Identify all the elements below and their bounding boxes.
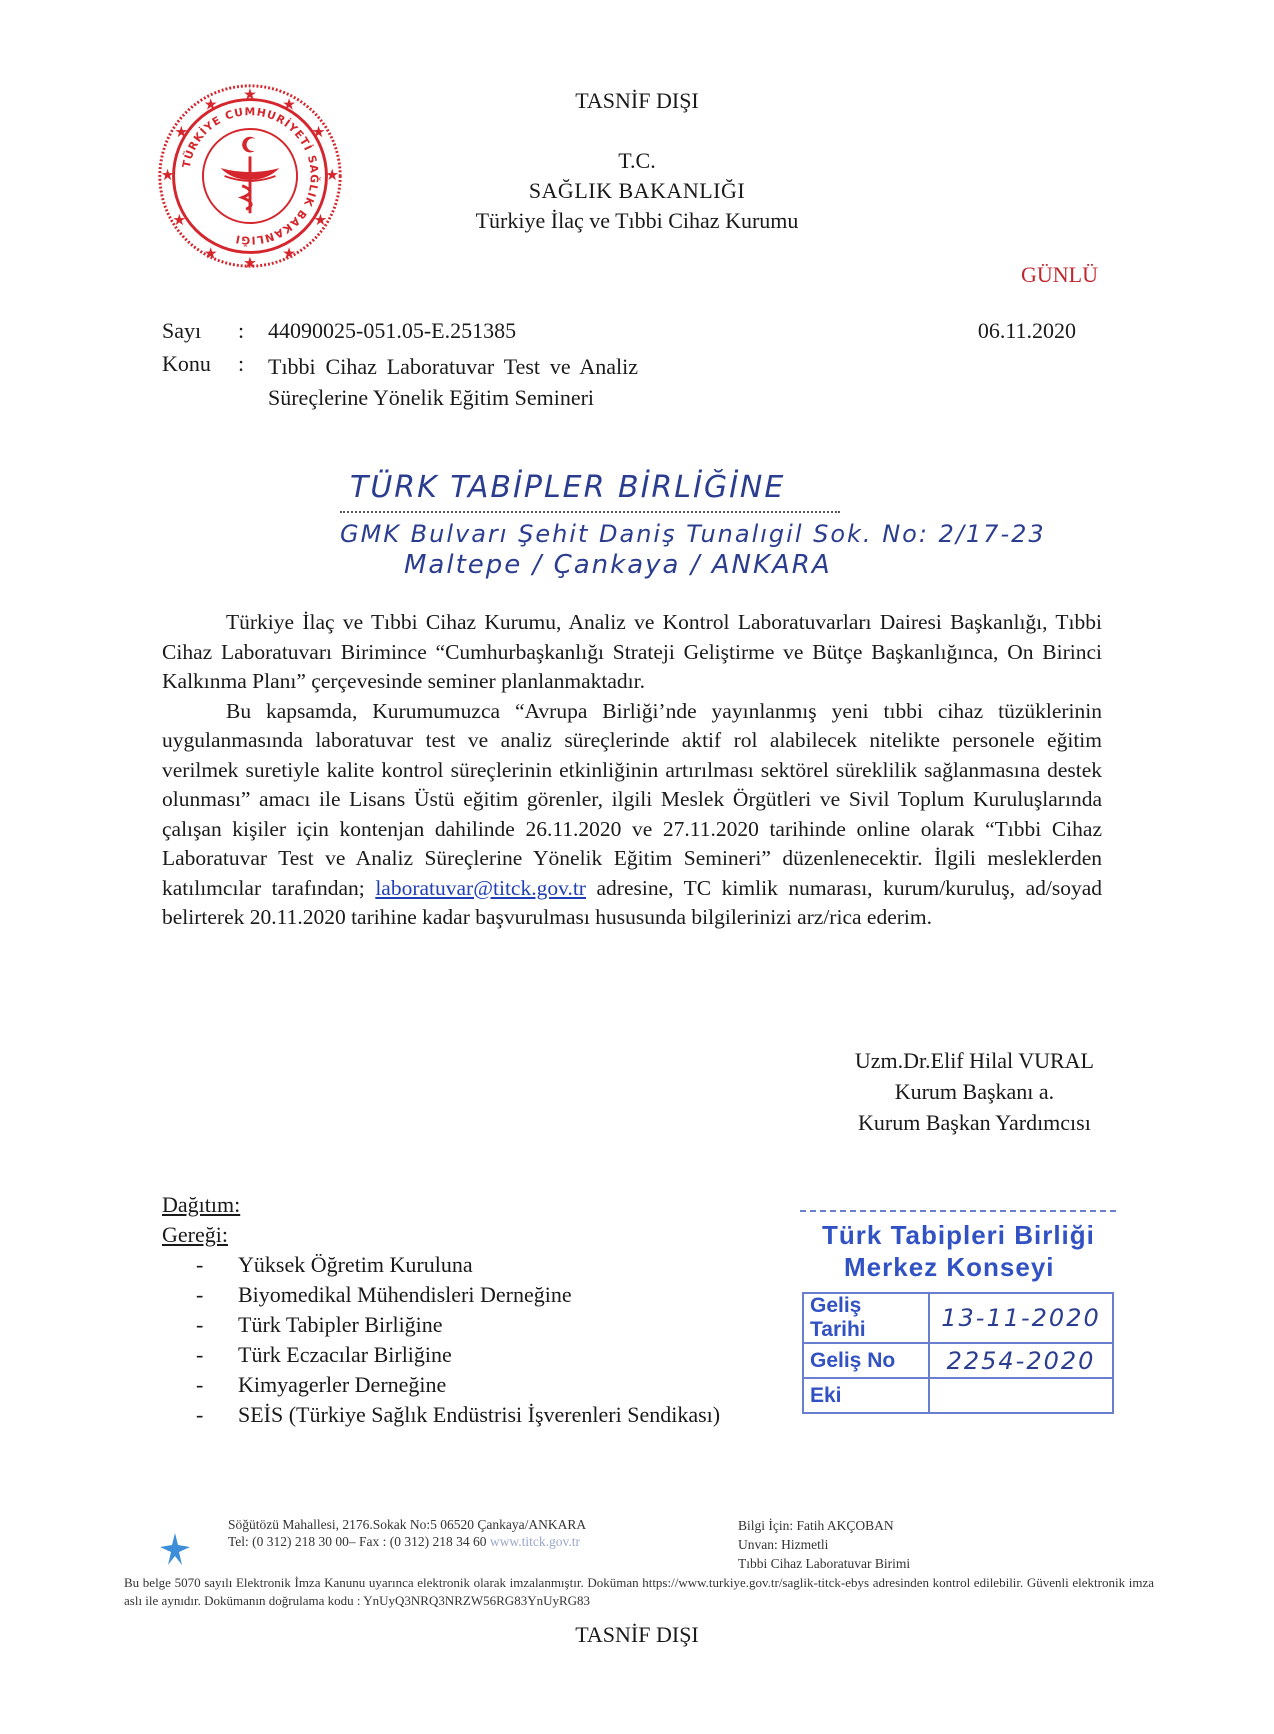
- svg-text:★: ★: [203, 96, 218, 114]
- list-dash: -: [196, 1282, 204, 1307]
- list-item: [162, 1310, 720, 1340]
- list-item: [162, 1340, 720, 1370]
- handwritten-recipient: TÜRK TABİPLER BİRLİĞİNE: [350, 470, 786, 505]
- header-tc: T.C.: [618, 148, 656, 173]
- body-paragraph-2: [162, 697, 1102, 933]
- sayi-colon: :: [238, 318, 245, 343]
- stamp-value-eki: [929, 1378, 1113, 1413]
- signatory-title-2: Kurum Başkan Yardımcısı: [858, 1110, 1091, 1135]
- body-paragraph-2-text: Bu kapsamda, Kurumumuzca “Avrupa Birliği’nde yayınlanmış yeni tıbbi cihaz tüzüklerinin uygulanmasında laboratuvar test ve analiz süreçlerinde aktif rol alabilecek nitelikte personele eğitim verilmek suretiyle kalite kontrol süreçlerinin etkinliğinin artırılması sektörel süreklilik sağlanmasına destek olunması” amacı ile Lisans Üstü eğitim görenler, ilgili Meslek Örgütleri ve Sivil Toplum Kuruluşlarında çalışan kişiler için kontenjan dahilinde 26.11.2020 ve 27.11.2020 tarihinde online olarak “Tıbbi Cihaz Laboratuvar Test ve Analiz Süreçlerine Yönelik Eğitim Semineri” düzenlenecektir. İlgili mesleklerden katılımcılar tarafından;: [162, 698, 1102, 900]
- list-item-label: Kimyagerler Derneğine: [238, 1372, 447, 1397]
- list-item: [162, 1250, 720, 1280]
- svg-text:★: ★: [242, 86, 258, 104]
- sayi-label: Sayı: [162, 318, 202, 343]
- distribution-subheading: Gereği:: [162, 1222, 228, 1247]
- stamp-value-date: 13-11-2020: [929, 1293, 1113, 1343]
- stamp-org-line-2: Merkez Konseyi: [844, 1252, 1055, 1282]
- signature-block: [855, 1045, 1094, 1138]
- urgency-label: GÜNLÜ: [1021, 262, 1098, 287]
- stamp-org-line-1: Türk Tabipleri Birliği: [822, 1220, 1095, 1250]
- list-dash: -: [196, 1372, 204, 1397]
- footer-contact-info: [738, 1516, 910, 1573]
- body-paragraph-1: Türkiye İlaç ve Tıbbi Cihaz Kurumu, Analiz ve Kontrol Laboratuvarları Dairesi Başkanlığı, Tıbbi Cihaz Laboratuvarı Birimince “Cumhurbaşkanlığı Strateji Geliştirme ve Bütçe Başkanlığınca, On Birinci Kalkınma Planı” çerçevesinde seminer planlanmaktadır.: [162, 610, 1102, 693]
- list-item: [162, 1400, 720, 1430]
- svg-text:★: ★: [313, 212, 328, 229]
- distribution-list: [162, 1250, 720, 1430]
- list-item: [162, 1280, 720, 1310]
- list-dash: -: [196, 1252, 204, 1277]
- header-ministry: SAĞLIK BAKANLIĞI: [528, 178, 746, 203]
- sayi-value: 44090025-051.05-E.251385: [268, 318, 517, 343]
- svg-text:★: ★: [203, 245, 218, 263]
- distribution-heading: Dağıtım:: [162, 1192, 241, 1217]
- stamp-table: [802, 1292, 1114, 1414]
- list-item-label: SEİS (Türkiye Sağlık Endüstrisi İşverenleri Sendikası): [238, 1402, 721, 1427]
- footer-phone-fax: Tel: (0 312) 218 30 00– Fax : (0 312) 218 34 60: [228, 1534, 487, 1549]
- footer-address-line-2: [228, 1533, 586, 1550]
- distribution-block: [162, 1190, 720, 1430]
- svg-text:★: ★: [311, 123, 326, 141]
- star-icon: [160, 1533, 190, 1565]
- stamp-label-no: Geliş No: [803, 1343, 929, 1378]
- footer-esignature-notice: Bu belge 5070 sayılı Elektronik İmza Kanunu uyarınca elektronik olarak imzalanmıştır. Doküman https://www.turkiye.gov.tr/saglik-titck-ebys adresinden kontrol edilebilir. Güvenli elektronik imza aslı ile aynıdır. Dokümanın doğrulama kodu : YnUyQ3NRQ3NRZW56RG83YnUyRG83: [124, 1575, 1154, 1608]
- svg-text:★: ★: [160, 166, 175, 184]
- list-dash: -: [196, 1342, 204, 1367]
- footer-address-line-1: Söğütözü Mahallesi, 2176.Sokak No:5 06520 Çankaya/ANKARA: [228, 1517, 587, 1532]
- document-date: 06.11.2020: [977, 318, 1076, 343]
- contact-email-link[interactable]: laboratuvar@titck.gov.tr: [375, 875, 586, 900]
- svg-text:★: ★: [282, 96, 297, 114]
- footer-address: [228, 1516, 586, 1550]
- table-row: [803, 1343, 1113, 1378]
- handwritten-address-street: GMK Bulvarı Şehit Daniş Tunalıgil Sok. No: 2/17-23: [340, 520, 1046, 548]
- table-row: [803, 1293, 1113, 1343]
- handwritten-address-city: Maltepe / Çankaya / ANKARA: [404, 550, 832, 580]
- signatory-name: Uzm.Dr.Elif Hilal VURAL: [854, 1048, 1094, 1073]
- svg-text:★: ★: [174, 123, 189, 141]
- list-dash: -: [196, 1402, 204, 1427]
- signatory-title-1: Kurum Başkanı a.: [894, 1079, 1055, 1104]
- classification-footer: TASNİF DIŞI: [575, 1622, 699, 1647]
- list-item-label: Türk Eczacılar Birliğine: [238, 1342, 452, 1367]
- stamp-header: [800, 1210, 1116, 1284]
- list-item-label: Türk Tabipler Birliğine: [238, 1312, 443, 1337]
- receipt-stamp: [800, 1210, 1116, 1406]
- konu-label: Konu: [162, 351, 211, 376]
- classification-header: TASNİF DIŞI: [575, 88, 699, 113]
- list-item: [162, 1370, 720, 1400]
- svg-text:★: ★: [282, 245, 297, 263]
- konu-value: Tıbbi Cihaz Laboratuvar Test ve Analiz Süreçlerine Yönelik Eğitim Semineri: [268, 354, 638, 410]
- svg-text:★: ★: [172, 212, 187, 229]
- stamp-label-eki: Eki: [803, 1378, 929, 1413]
- body-paragraph-2-tail: adresine, TC kimlik numarası, kurum/kuruluş, ad/soyad belirterek 20.11.2020 tarihine kadar başvurulması hususunda bilgilerinizi arz/rica ederim.: [162, 875, 1103, 929]
- footer-info-line-1: Bilgi İçin: Fatih AKÇOBAN: [738, 1518, 894, 1533]
- letter-body: [162, 608, 1102, 933]
- list-item-label: Biyomedikal Mühendisleri Derneğine: [238, 1282, 572, 1307]
- stamp-value-no: 2254-2020: [929, 1343, 1113, 1378]
- recipient-dotted-line: [340, 511, 840, 513]
- list-item-label: Yüksek Öğretim Kuruluna: [238, 1252, 473, 1277]
- svg-text:★: ★: [325, 166, 340, 184]
- konu-colon: :: [238, 351, 245, 376]
- footer-info-line-3: Tıbbi Cihaz Laboratuvar Birimi: [738, 1556, 911, 1571]
- svg-text:★: ★: [242, 255, 258, 273]
- table-row: [803, 1378, 1113, 1413]
- footer-info-line-2: Unvan: Hizmetli: [738, 1537, 829, 1552]
- svg-text:TÜRKİYE CUMHURİYETİ SAĞLIK BAK: TÜRKİYE CUMHURİYETİ SAĞLIK BAKANLIĞI: [179, 105, 321, 247]
- list-dash: -: [196, 1312, 204, 1337]
- footer-web-link[interactable]: www.titck.gov.tr: [489, 1534, 581, 1549]
- stamp-label-date: Geliş Tarihi: [803, 1293, 929, 1343]
- header-agency: Türkiye İlaç ve Tıbbi Cihaz Kurumu: [475, 208, 799, 233]
